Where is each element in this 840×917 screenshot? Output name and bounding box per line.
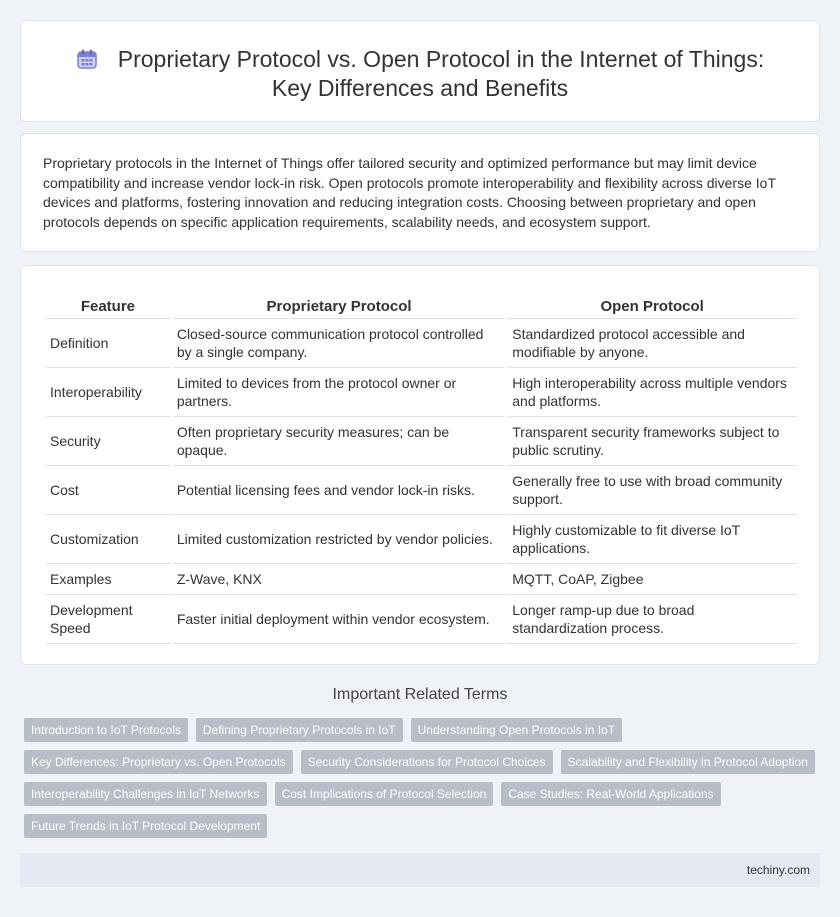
related-term-tag[interactable]: Defining Proprietary Protocols in IoT xyxy=(196,718,403,742)
footer-site-link[interactable]: techiny.com xyxy=(746,863,810,877)
cell-proprietary: Often proprietary security measures; can be opaque. xyxy=(173,417,505,466)
table-row xyxy=(46,368,796,417)
related-term-tag[interactable]: Case Studies: Real-World Applications xyxy=(501,782,720,806)
cell-feature: Development Speed xyxy=(46,595,170,644)
cell-feature: Security xyxy=(46,417,170,466)
related-terms-list xyxy=(24,718,824,846)
table-row xyxy=(46,417,796,466)
calendar-icon xyxy=(76,48,98,70)
cell-feature: Examples xyxy=(46,564,170,595)
related-term-tag[interactable]: Introduction to IoT Protocols xyxy=(24,718,188,742)
related-term-tag[interactable]: Key Differences: Proprietary vs. Open Protocols xyxy=(24,750,293,774)
cell-open: Transparent security frameworks subject to public scrutiny. xyxy=(508,417,796,466)
intro-card xyxy=(20,133,820,252)
page-title: Proprietary Protocol vs. Open Protocol in the Internet of Things: Key Differences and Benefits xyxy=(117,46,765,101)
title-card xyxy=(20,20,820,122)
related-term-tag[interactable]: Future Trends in IoT Protocol Development xyxy=(24,814,267,838)
related-term-tag[interactable]: Understanding Open Protocols in IoT xyxy=(411,718,622,742)
cell-proprietary: Limited customization restricted by vendor policies. xyxy=(173,515,505,564)
cell-open: Highly customizable to fit diverse IoT applications. xyxy=(508,515,796,564)
cell-open: High interoperability across multiple vendors and platforms. xyxy=(508,368,796,417)
comparison-table xyxy=(43,295,799,644)
header-open: Open Protocol xyxy=(508,295,796,319)
cell-proprietary: Faster initial deployment within vendor ecosystem. xyxy=(173,595,505,644)
related-term-tag[interactable]: Cost Implications of Protocol Selection xyxy=(275,782,494,806)
table-row xyxy=(46,595,796,644)
cell-proprietary: Z-Wave, KNX xyxy=(173,564,505,595)
cell-feature: Definition xyxy=(46,319,170,368)
cell-open: Standardized protocol accessible and modifiable by anyone. xyxy=(508,319,796,368)
footer xyxy=(20,853,820,887)
table-row xyxy=(46,515,796,564)
cell-feature: Cost xyxy=(46,466,170,515)
header-feature: Feature xyxy=(46,295,170,319)
table-row xyxy=(46,466,796,515)
comparison-card xyxy=(20,265,820,665)
cell-feature: Customization xyxy=(46,515,170,564)
cell-proprietary: Potential licensing fees and vendor lock-in risks. xyxy=(173,466,505,515)
related-term-tag[interactable]: Interoperability Challenges in IoT Networks xyxy=(24,782,267,806)
cell-proprietary: Closed-source communication protocol controlled by a single company. xyxy=(173,319,505,368)
intro-paragraph: Proprietary protocols in the Internet of Things offer tailored security and optimized performance but may limit device compatibility and increase vendor lock-in risk. Open protocols promote interoperability and flexibility across diverse IoT devices and platforms, fostering innovation and reducing integration costs. Choosing between proprietary and open protocols depends on specific application requirements, scalability needs, and ecosystem support. xyxy=(43,155,776,230)
related-term-tag[interactable]: Security Considerations for Protocol Choices xyxy=(301,750,553,774)
table-header-row xyxy=(46,295,796,319)
table-row xyxy=(46,319,796,368)
page-title-wrap xyxy=(61,45,779,103)
cell-open: Generally free to use with broad community support. xyxy=(508,466,796,515)
header-proprietary: Proprietary Protocol xyxy=(173,295,505,319)
cell-open: Longer ramp-up due to broad standardization process. xyxy=(508,595,796,644)
related-terms-heading: Important Related Terms xyxy=(332,686,508,703)
related-term-tag[interactable]: Scalability and Flexibility in Protocol Adoption xyxy=(561,750,815,774)
table-row xyxy=(46,564,796,595)
cell-proprietary: Limited to devices from the protocol owner or partners. xyxy=(173,368,505,417)
cell-feature: Interoperability xyxy=(46,368,170,417)
cell-open: MQTT, CoAP, Zigbee xyxy=(508,564,796,595)
